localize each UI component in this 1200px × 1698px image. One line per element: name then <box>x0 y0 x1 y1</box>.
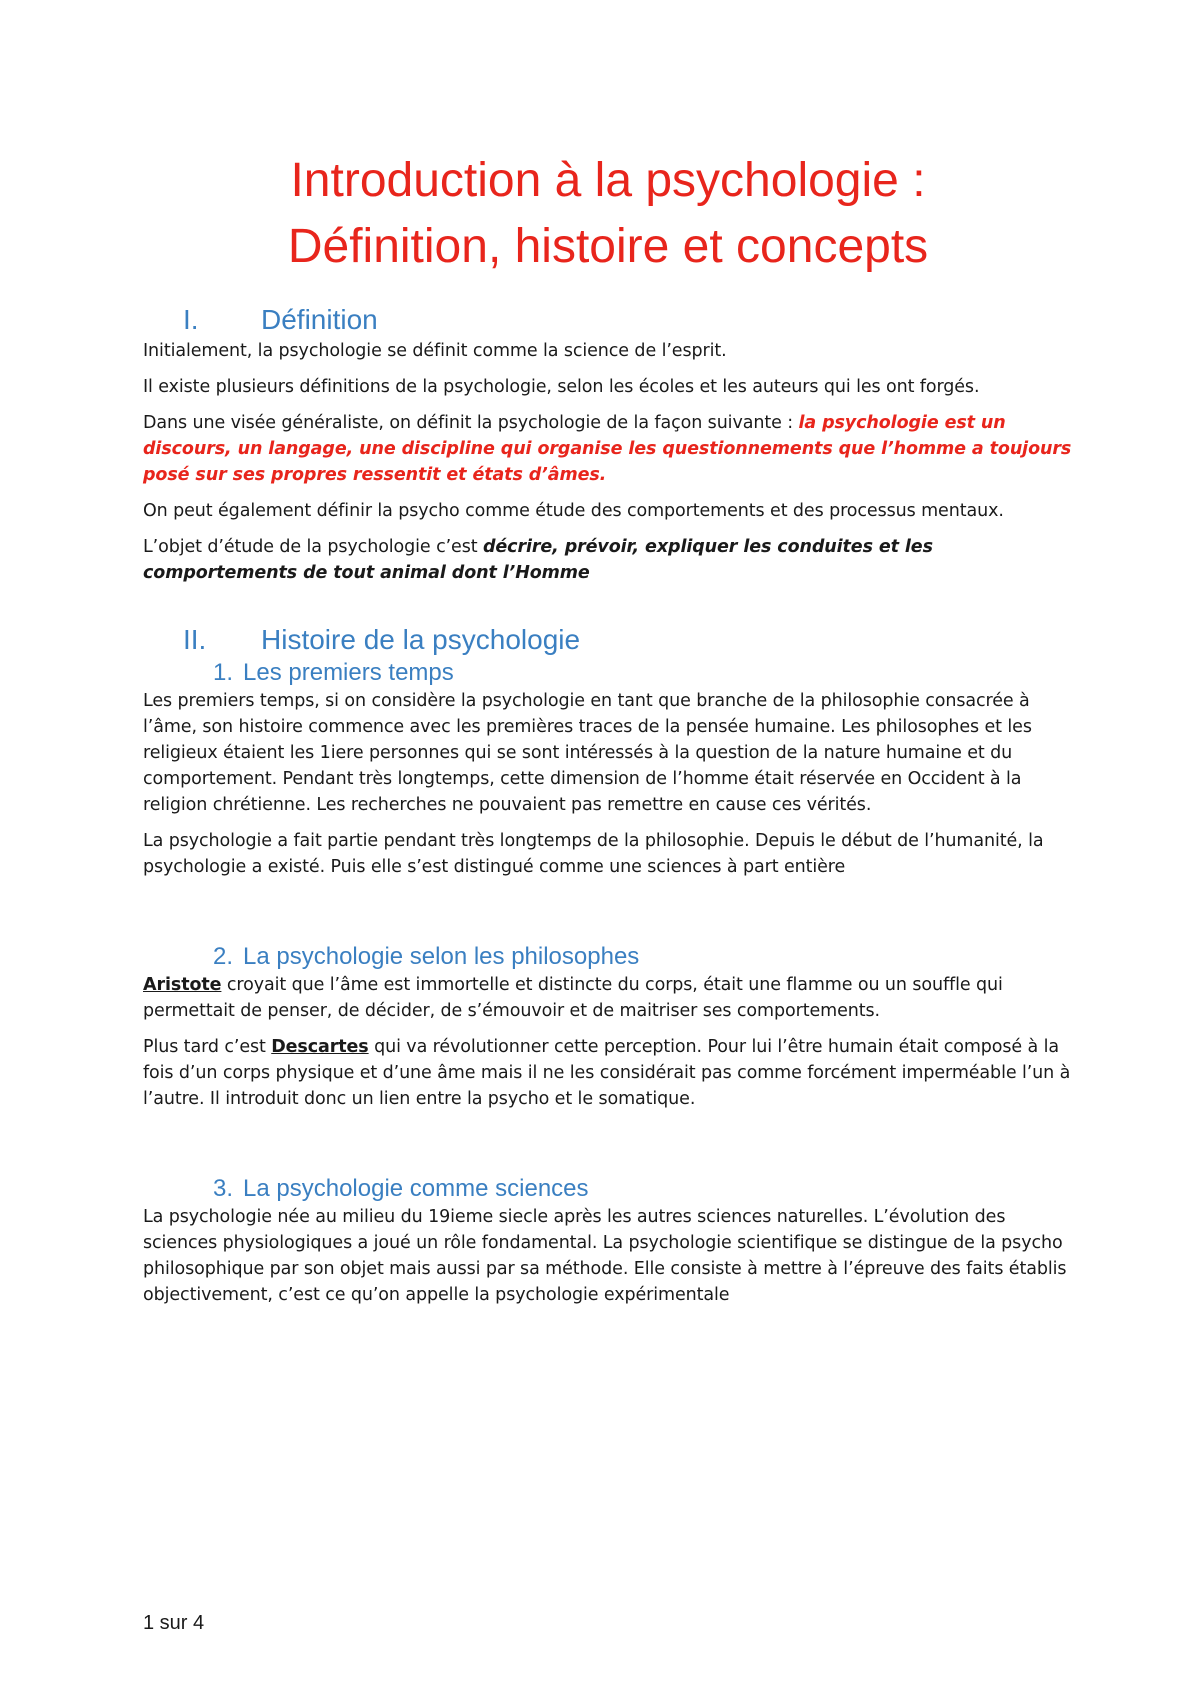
paragraph: La psychologie née au milieu du 19ieme siecle après les autres sciences naturelles. L’évolution des sciences physiologiques a joué un rôle fondamental. La psychologie scientifique se distingue de la psycho philosophique par son objet mais aussi par sa méthode. Elle consiste à mettre à l’épreuve des faits établis objectivement, c’est ce qu’on appelle la psychologie expérimentale <box>143 1207 1067 1305</box>
paragraph <box>143 972 1073 1024</box>
subsection-title: La psychologie selon les philosophes <box>243 943 640 970</box>
document-page <box>143 148 1073 1318</box>
paragraph-text: Dans une visée généraliste, on définit la psychologie de la façon suivante : <box>143 413 799 433</box>
emphasized-text: décrire, prévoir, expliquer les conduites et les comportements de tout animal dont l’Homme <box>143 537 933 583</box>
paragraph: La psychologie a fait partie pendant très longtemps de la philosophie. Depuis le début de l’humanité, la psychologie a existé. Puis elle s’est distingué comme une sciences à part entière <box>143 831 1044 877</box>
paragraph: Initialement, la psychologie se définit comme la science de l’esprit. <box>143 341 727 361</box>
section-title: Définition <box>261 304 378 335</box>
paragraph: On peut également définir la psycho comme étude des comportements et des processus mentaux. <box>143 501 1004 521</box>
page-number: 1 sur 4 <box>143 1612 205 1634</box>
document-title <box>143 148 1073 280</box>
paragraph-text: L’objet d’étude de la psychologie c’est <box>143 537 483 557</box>
paragraph-text: Plus tard c’est <box>143 1037 272 1057</box>
name-aristote: Aristote <box>143 975 222 995</box>
section-title: Histoire de la psychologie <box>261 624 581 655</box>
section-heading-histoire <box>143 622 1073 658</box>
subsection-title: La psychologie comme sciences <box>243 1175 589 1202</box>
subsection-heading-premiers-temps <box>143 658 1073 688</box>
section-heading-definition <box>143 302 1073 338</box>
subsection-number: 3. <box>213 1175 234 1202</box>
subsection-title: Les premiers temps <box>243 659 454 686</box>
name-descartes: Descartes <box>271 1037 369 1057</box>
paragraph: Il existe plusieurs définitions de la psychologie, selon les écoles et les auteurs qui les ont forgés. <box>143 377 980 397</box>
title-line-2: Définition, histoire et concepts <box>287 220 929 273</box>
subsection-number: 2. <box>213 943 234 970</box>
subsection-heading-sciences <box>143 1174 1073 1204</box>
subsection-heading-philosophes <box>143 942 1073 972</box>
section-number: I. <box>183 304 199 335</box>
paragraph <box>143 410 1073 488</box>
subsection-number: 1. <box>213 659 234 686</box>
section-number: II. <box>183 624 207 655</box>
paragraph-text: croyait que l’âme est immortelle et distincte du corps, était une flamme ou un souffle qui permettait de penser, de décider, de s’émouvoir et de maitriser ses comportements. <box>143 975 1003 1021</box>
paragraph <box>143 1034 1073 1112</box>
paragraph: Les premiers temps, si on considère la psychologie en tant que branche de la philosophie consacrée à l’âme, son histoire commence avec les premières traces de la pensée humaine. Les philosophes et les religieux étaient les 1iere personnes qui se sont intéressés à la question de la nature humaine et du comportement. Pendant très longtemps, cette dimension de l’homme était réservée en Occident à la religion chrétienne. Les recherches ne pouvaient pas remettre en cause ces vérités. <box>143 691 1032 815</box>
paragraph-text: qui va révolutionner cette perception. Pour lui l’être humain était composé à la fois d’un corps physique et d’une âme mais il ne les considérait pas comme forcément imperméable l’un à l’autre. Il introduit donc un lien entre la psycho et le somatique. <box>143 1037 1071 1109</box>
spacer <box>143 890 1073 942</box>
spacer <box>143 596 1073 622</box>
paragraph <box>143 534 1073 586</box>
title-line-1: Introduction à la psychologie : <box>290 154 926 207</box>
spacer <box>143 1122 1073 1174</box>
highlighted-definition: la psychologie est un discours, un langage, une discipline qui organise les questionnements que l’homme a toujours posé sur ses propres ressentit et états d’âmes. <box>143 413 1072 485</box>
